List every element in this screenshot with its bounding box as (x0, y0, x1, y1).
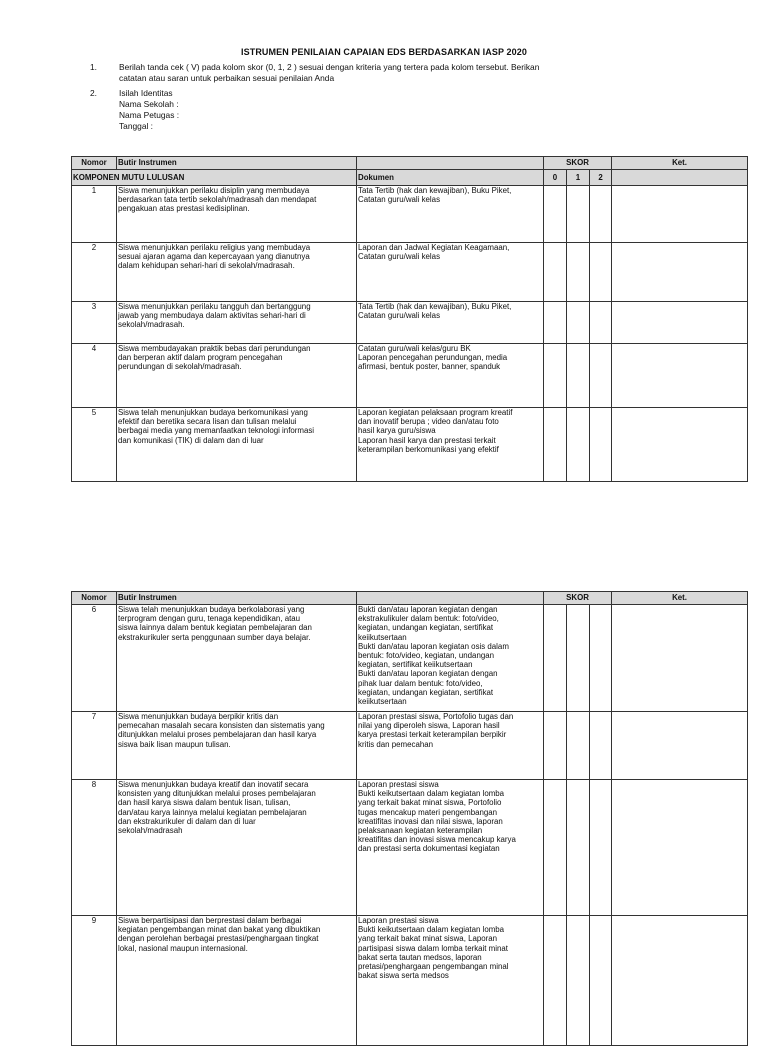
header-ket: Ket. (612, 157, 748, 170)
table-row (72, 780, 748, 916)
header-ket-blank (612, 170, 748, 186)
score-1-cell[interactable] (567, 916, 590, 1046)
score-0-cell[interactable] (544, 344, 567, 408)
table-row (72, 605, 748, 712)
document-title: ISTRUMEN PENILAIAN CAPAIAN EDS BERDASARKAN IASP 2020 (241, 47, 527, 57)
header-butir: Butir Instrumen (117, 157, 357, 170)
row-number: 3 (72, 302, 117, 344)
ket-cell[interactable] (612, 243, 748, 302)
table-row (72, 408, 748, 482)
row-dokumen: Laporan dan Jadwal Kegiatan Keagamaan, Catatan guru/wali kelas (357, 243, 544, 302)
row-dokumen: Laporan prestasi siswa Bukti keikutsertaan dalam kegiatan lomba yang terkait bakat minat siswa, Portofolio tugas mencakup materi pengembangan kreatifitas inovasi dan nilai siswa, laporan pelaksanaan kegiatan keterampilan kreatifitas dan inovasi siswa mencakup karya dan prestasi serta dokumentasi kegiatan (357, 780, 544, 916)
header-ket: Ket. (612, 592, 748, 605)
table-row (72, 712, 748, 780)
score-0-cell[interactable] (544, 186, 567, 243)
instruction-text: Berilah tanda cek ( V) pada kolom skor (0, 1, 2 ) sesuai dengan kriteria yang tertera pada kolom tersebut. Berikan catatan atau saran untuk perbaikan sesuai penilaian Anda (119, 62, 540, 83)
row-butir: Siswa telah menunjukkan budaya berkolaborasi yang terprogram dengan guru, tenaga kependidikan, atau siswa lainnya dalam bentuk kegiatan pembelajaran dan ekstrakurikuler serta penggunaan sumber daya belajar. (117, 605, 357, 712)
ket-cell[interactable] (612, 344, 748, 408)
score-0-cell[interactable] (544, 243, 567, 302)
row-dokumen: Laporan prestasi siswa Bukti keikutsertaan dalam kegiatan lomba yang terkait bakat minat siswa, Laporan partisipasi siswa dalam lomba terkait minat bakat serta tautan medsos, laporan pretasi/penghargaan pengembangan minal bakat siswa serta medsos (357, 916, 544, 1046)
header-nomor: Nomor (72, 592, 117, 605)
ket-cell[interactable] (612, 302, 748, 344)
row-butir: Siswa menunjukkan perilaku tangguh dan bertanggung jawab yang membudaya dalam aktivitas sehari-hari di sekolah/madrasah. (117, 302, 357, 344)
table-row (72, 916, 748, 1046)
score-0-cell[interactable] (544, 780, 567, 916)
row-butir: Siswa membudayakan praktik bebas dari perundungan dan berperan aktif dalam program pencegahan perundungan di sekolah/madrasah. (117, 344, 357, 408)
header-skor: SKOR (544, 157, 612, 170)
header-blank (357, 592, 544, 605)
score-0-cell[interactable] (544, 916, 567, 1046)
ket-cell[interactable] (612, 780, 748, 916)
table-row (72, 243, 748, 302)
row-butir: Siswa menunjukkan budaya kreatif dan inovatif secara konsisten yang ditunjukkan melalui proses pembelajaran dan hasil karya siswa dalam bentuk lisan, tulisan, dan/atau karya lainnya melalui kegiatan pembelajaran dan ekstrakurikuler di dalam dan di luar sekolah/madrasah (117, 780, 357, 916)
header-komponen: KOMPONEN MUTU LULUSAN (72, 170, 357, 186)
row-number: 1 (72, 186, 117, 243)
instruction-1 (90, 62, 630, 86)
score-2-cell[interactable] (590, 243, 612, 302)
score-1-cell[interactable] (567, 186, 590, 243)
table-row (72, 186, 748, 243)
row-number: 2 (72, 243, 117, 302)
row-dokumen: Tata Tertib (hak dan kewajiban), Buku Piket, Catatan guru/wali kelas (357, 186, 544, 243)
ket-cell[interactable] (612, 916, 748, 1046)
score-1-cell[interactable] (567, 780, 590, 916)
score-2-cell[interactable] (590, 344, 612, 408)
score-2-cell[interactable] (590, 408, 612, 482)
row-butir: Siswa berpartisipasi dan berprestasi dalam berbagai kegiatan pengembangan minat dan bakat yang dibuktikan dengan perolehan berbagai prestasi/penghargaan tingkat lokal, nasional maupun internasional. (117, 916, 357, 1046)
header-skor-2: 2 (590, 170, 612, 186)
row-number: 8 (72, 780, 117, 916)
row-dokumen: Catatan guru/wali kelas/guru BK Laporan pencegahan perundungan, media afirmasi, bentuk poster, banner, spanduk (357, 344, 544, 408)
row-number: 4 (72, 344, 117, 408)
assessment-table-2 (71, 591, 748, 1046)
score-1-cell[interactable] (567, 605, 590, 712)
row-butir: Siswa menunjukkan budaya berpikir kritis dan pemecahan masalah secara konsisten dan sistematis yang ditunjukkan melalui proses pembelajaran dan hasil karya siswa baik lisan maupun tulisan. (117, 712, 357, 780)
row-dokumen: Laporan prestasi siswa, Portofolio tugas dan nilai yang diperoleh siswa, Laporan hasil karya prestasi terkait keterampilan berpikir kritis dan pemecahan (357, 712, 544, 780)
instruction-number: 1. (90, 62, 97, 72)
score-2-cell[interactable] (590, 605, 612, 712)
header-skor-0: 0 (544, 170, 567, 186)
ket-cell[interactable] (612, 605, 748, 712)
row-butir: Siswa menunjukkan perilaku religius yang membudaya sesuai ajaran agama dan kepercayaan yang dianutnya dalam kehidupan sehari-hari di sekolah/madrasah. (117, 243, 357, 302)
table-subheader-row (72, 170, 748, 186)
row-butir: Siswa telah menunjukkan budaya berkomunikasi yang efektif dan beretika secara lisan dan tulisan melalui berbagai media yang memanfaatkan teknologi informasi dan komunikasi (TIK) di dalam dan di luar (117, 408, 357, 482)
score-1-cell[interactable] (567, 302, 590, 344)
table-row (72, 302, 748, 344)
row-dokumen: Tata Tertib (hak dan kewajiban), Buku Piket, Catatan guru/wali kelas (357, 302, 544, 344)
score-1-cell[interactable] (567, 712, 590, 780)
header-butir: Butir Instrumen (117, 592, 357, 605)
instruction-2 (90, 88, 630, 140)
row-number: 6 (72, 605, 117, 712)
assessment-table-1 (71, 156, 748, 482)
header-skor: SKOR (544, 592, 612, 605)
ket-cell[interactable] (612, 712, 748, 780)
identity-fields: Isilah Identitas Nama Sekolah : Nama Petugas : Tanggal : (119, 88, 180, 131)
row-butir: Siswa menunjukkan perilaku disiplin yang membudaya berdasarkan tata tertib sekolah/madrasah dan mendapat pengakuan atas prestasi kedisiplinan. (117, 186, 357, 243)
row-dokumen: Laporan kegiatan pelaksaan program kreatif dan inovatif berupa ; video dan/atau foto hasil karya guru/siswa Laporan hasil karya dan prestasi terkait keterampilan berkomunikasi yang efektif (357, 408, 544, 482)
row-number: 5 (72, 408, 117, 482)
ket-cell[interactable] (612, 186, 748, 243)
table-header-row (72, 157, 748, 170)
table-header-row (72, 592, 748, 605)
row-number: 7 (72, 712, 117, 780)
table-row (72, 344, 748, 408)
header-blank (357, 157, 544, 170)
header-nomor: Nomor (72, 157, 117, 170)
score-0-cell[interactable] (544, 408, 567, 482)
header-skor-1: 1 (567, 170, 590, 186)
score-2-cell[interactable] (590, 916, 612, 1046)
header-dokumen: Dokumen (357, 170, 544, 186)
instruction-number: 2. (90, 88, 97, 98)
score-2-cell[interactable] (590, 186, 612, 243)
score-2-cell[interactable] (590, 780, 612, 916)
score-0-cell[interactable] (544, 302, 567, 344)
score-1-cell[interactable] (567, 344, 590, 408)
score-0-cell[interactable] (544, 605, 567, 712)
score-2-cell[interactable] (590, 712, 612, 780)
row-number: 9 (72, 916, 117, 1046)
ket-cell[interactable] (612, 408, 748, 482)
score-2-cell[interactable] (590, 302, 612, 344)
score-0-cell[interactable] (544, 712, 567, 780)
row-dokumen: Bukti dan/atau laporan kegiatan dengan ekstrakulikuler dalam bentuk: foto/video, kegiatan, undangan kegiatan, sertifikat keiikutsertaan Bukti dan/atau laporan kegiatan osis dalam bentuk: foto/video, kegiatan, undangan kegiatan, sertifikat keiikutsertaan Bukti dan/atau laporan kegiatan dengan pihak luar dalam bentuk: foto/video, kegiatan, undangan kegiatan, sertifikat keiikutsertaan (357, 605, 544, 712)
score-1-cell[interactable] (567, 243, 590, 302)
score-1-cell[interactable] (567, 408, 590, 482)
